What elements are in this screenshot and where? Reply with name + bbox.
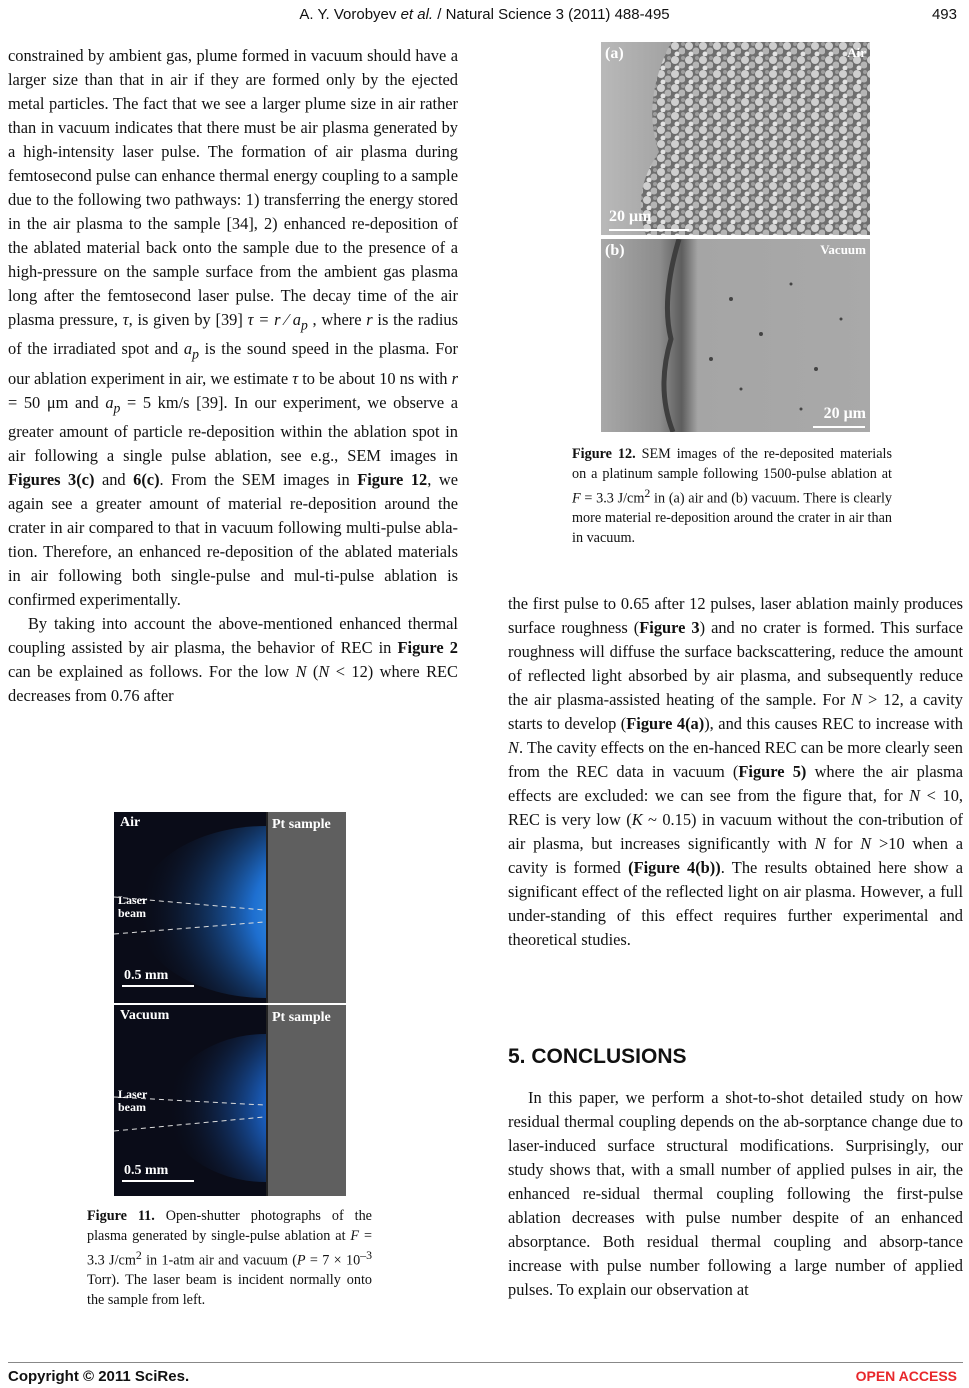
- caption-sup: –3: [360, 1248, 372, 1262]
- symbol-ap: [105, 392, 121, 415]
- paragraph: [508, 592, 963, 952]
- sem-texture-air: [601, 42, 870, 235]
- panel-title: Air: [120, 815, 141, 830]
- symbol-a: a: [105, 392, 114, 412]
- figure-12: [601, 42, 870, 432]
- paragraph: In this paper, we perform a shot-to-shot detailed study on how residual thermal coupling depends on the ab-sorptance change due to laser-induced surface structural modifications. Surprisingly, our study shows that, with a small number of applied pulses in air, the enhanced re-sidual thermal coupling following the first-pulse ablation decreases with pulse number despite of an enhanced absorptance. Both residual thermal coupling and absorp-tance increase with pulse number following a large number of applied pulses. To explain our observation at: [508, 1088, 963, 1299]
- text-run: , we again see a greater amount of material re-deposition around the crater in air compared to that in vacuum following multi-pulse abla-tion. Therefore, an enhanced re-deposition of the ablated materials in air following both single-pulse and mul-ti-pulse ablation is confirmed experimentally.: [8, 469, 458, 609]
- text-run: > 12, a cavity starts to develop (: [508, 690, 963, 733]
- caption-text: SEM images of the re-deposited materials on a platinum sample following 1500-pulse ablation at: [572, 446, 892, 482]
- symbol-F: F: [572, 490, 581, 507]
- symbol-sub: p: [192, 346, 199, 362]
- scale-bar-label: 0.5 mm: [124, 1163, 169, 1178]
- figure-ref[interactable]: Figure 5): [738, 762, 807, 781]
- panel-tag: (b): [605, 242, 625, 259]
- beam-label: Laser beam: [118, 893, 148, 920]
- text-run: , where: [307, 310, 367, 329]
- figure-11-caption: [87, 1207, 372, 1310]
- paragraph: [8, 44, 458, 612]
- header-authors: A. Y. Vorobyev: [299, 6, 401, 23]
- header-journal: / Natural Science 3 (2011) 488-495: [433, 6, 670, 23]
- text-run: is the sound speed in the plasma. For our ablation experiment in air, we estimate: [8, 339, 458, 388]
- open-access-badge[interactable]: OPEN ACCESS: [855, 1368, 957, 1384]
- caption-sup: 2: [644, 486, 651, 500]
- beam-label: Laser beam: [118, 1087, 148, 1114]
- text-run: the first pulse to 0.65 after 12 pulses, laser ablation mainly produces surface roughness (: [508, 594, 963, 637]
- text-run: . The results obtained here show a significant effect of the reflected light on air plasma. However, a full under-standing of this effect requires further experimental and theoretical studies.: [508, 858, 964, 949]
- panel-title: Vacuum: [120, 1008, 170, 1023]
- text-run: By taking into account the above-mentioned enhanced thermal coupling assisted by air plasma, the behavior of REC in: [8, 613, 458, 657]
- text-run: < 10, REC is very low (: [508, 786, 963, 829]
- text-run: ) and no crater is formed. This surface roughness will diffuse the surface backscattering, reduce the amount of reflected light absorbed by air plasma, and subsequently reduce the air plasma-assisted heating of the sample. For: [508, 618, 963, 709]
- text-run: to be about 10 ns with: [298, 368, 452, 388]
- environment-label: Air: [847, 45, 866, 60]
- caption-text: in (a) air and (b) vacuum. There is clearly more material re-deposition around the crater in air than in vacuum.: [572, 490, 893, 546]
- paragraph: [8, 612, 458, 708]
- symbol-sub: p: [113, 399, 121, 415]
- text-run: = 5 km/s [39]. In our experiment, we observe a greater amount of particle re-deposition within the ablation spot in air following a single pulse ablation, see e.g., SEM images in: [8, 392, 458, 465]
- caption-text: Open-shutter photographs of the plasma generated by single-pulse ablation at: [87, 1208, 372, 1244]
- text-run: for: [825, 834, 861, 853]
- text-run: constrained by ambient gas, plume formed in vacuum should have a larger size than that in air if they are formed only by the ejected metal particles. The fact that we see a larger plume size in air rather than in vacuum indicates that there must be air plasma generated by a high-intensity laser pulse. The formation of air plasma during femtosecond pulse can enhance thermal energy coupling to a sample due to the following two pathways: 1) transferring the energy stored in the air plasma to the sample [34], 2) enhanced re-deposition of the ablated material back onto the sample due to the presence of a high-pressure on the sample surface from the ambient gas plasma long after the femtosecond laser pulse. The decay time of the air plasma pressure,: [8, 46, 458, 329]
- text-run: ~ 0.15) in vacuum without the con-tribution of air plasma, but increases significantly with: [508, 810, 964, 853]
- caption-text: = 3.3 J/cm: [87, 1227, 372, 1269]
- caption-sup: 2: [135, 1248, 142, 1262]
- figure-ref[interactable]: 6(c): [133, 469, 160, 489]
- scale-bar-label: 20 μm: [609, 208, 652, 225]
- scale-bar-label: 20 μm: [823, 405, 866, 422]
- formula-text: τ = r ⁄ a: [247, 310, 301, 329]
- symbol-K: K: [631, 810, 643, 829]
- text-run: ), and this causes REC to increase with: [704, 714, 963, 733]
- symbol-F: F: [350, 1227, 360, 1244]
- pt-sample-block: [266, 1005, 346, 1196]
- header-etal: et al.: [400, 6, 434, 23]
- symbol-N: N: [860, 834, 872, 853]
- figure-ref[interactable]: Figure 3: [639, 618, 700, 637]
- formula-sub: p: [300, 317, 308, 333]
- running-header: [0, 6, 969, 26]
- sample-label: Pt sample: [272, 1010, 331, 1025]
- symbol-N: N: [909, 786, 921, 805]
- right-column: [508, 592, 963, 952]
- header-citation: [0, 6, 969, 23]
- text-run: can be explained as follows. For the low: [8, 661, 296, 681]
- plasma-photo-vacuum: [114, 1005, 346, 1196]
- symbol-a: a: [183, 339, 193, 359]
- plasma-photo-air: [114, 812, 346, 1003]
- caption-text: Torr). The laser beam is incident normally onto the sample from left.: [87, 1272, 372, 1308]
- scale-bar-label: 0.5 mm: [124, 968, 169, 983]
- symbol-r: r: [451, 368, 458, 388]
- caption-label: Figure 12.: [572, 446, 636, 462]
- formula-tau: [247, 310, 308, 333]
- symbol-N: N: [814, 834, 826, 853]
- symbol-ap: [183, 339, 199, 362]
- symbol-N: N: [508, 738, 519, 757]
- text-run: = 50 μm and: [8, 392, 106, 412]
- figure-ref[interactable]: (Figure 4(b)): [628, 858, 721, 877]
- environment-label: Vacuum: [820, 242, 866, 257]
- text-run: , is given by [39]: [128, 310, 248, 329]
- sem-image-vacuum: [601, 239, 870, 432]
- sem-texture-vacuum: [601, 239, 870, 432]
- symbol-tau: τ: [122, 310, 129, 329]
- copyright: Copyright © 2011 SciRes.: [8, 1368, 190, 1385]
- text-run: is the radius of the irradiated spot and: [8, 310, 458, 359]
- caption-text: = 7 × 10: [305, 1252, 361, 1269]
- symbol-N: N: [295, 661, 307, 681]
- page-number: 493: [931, 6, 957, 23]
- figure-ref[interactable]: Figures 3(c): [8, 469, 95, 489]
- pt-sample-block: [266, 812, 346, 1003]
- sem-image-air: [601, 42, 870, 235]
- symbol-P: P: [296, 1252, 306, 1269]
- caption-text: = 3.3 J/cm: [580, 490, 645, 507]
- text-run: . From the SEM images in: [159, 469, 358, 489]
- text-run: where the air plasma effects are excluded: we can see from the figure that, for: [508, 762, 963, 805]
- sample-label: Pt sample: [272, 817, 331, 832]
- text-run: . The cavity effects on the en-hanced REC can be more clearly seen from the REC data in vacuum (: [508, 738, 963, 781]
- conclusions-body: [508, 1086, 963, 1302]
- text-run: < 12) where REC decreases from 0.76 after: [8, 661, 458, 705]
- footer-rule: [8, 1362, 963, 1363]
- symbol-N: N: [851, 690, 863, 709]
- figure-ref[interactable]: Figure 4(a): [626, 714, 705, 733]
- text-run: and: [94, 469, 134, 489]
- figure-11: [114, 812, 346, 1196]
- symbol-N: N: [318, 661, 330, 681]
- text-run: (: [306, 661, 319, 681]
- left-column: [8, 44, 458, 708]
- panel-tag: (a): [605, 45, 624, 62]
- text-run: >10 when a cavity is formed: [508, 834, 963, 877]
- section-heading: 5. CONCLUSIONS: [508, 1045, 687, 1068]
- figure-ref[interactable]: Figure 12: [357, 469, 428, 489]
- symbol-r: r: [366, 310, 373, 329]
- figure-ref[interactable]: Figure 2: [397, 637, 458, 657]
- caption-label: Figure 11.: [87, 1208, 155, 1224]
- figure-12-caption: [572, 445, 892, 548]
- symbol-tau: τ: [292, 368, 299, 388]
- caption-text: in 1-atm air and vacuum (: [141, 1252, 297, 1269]
